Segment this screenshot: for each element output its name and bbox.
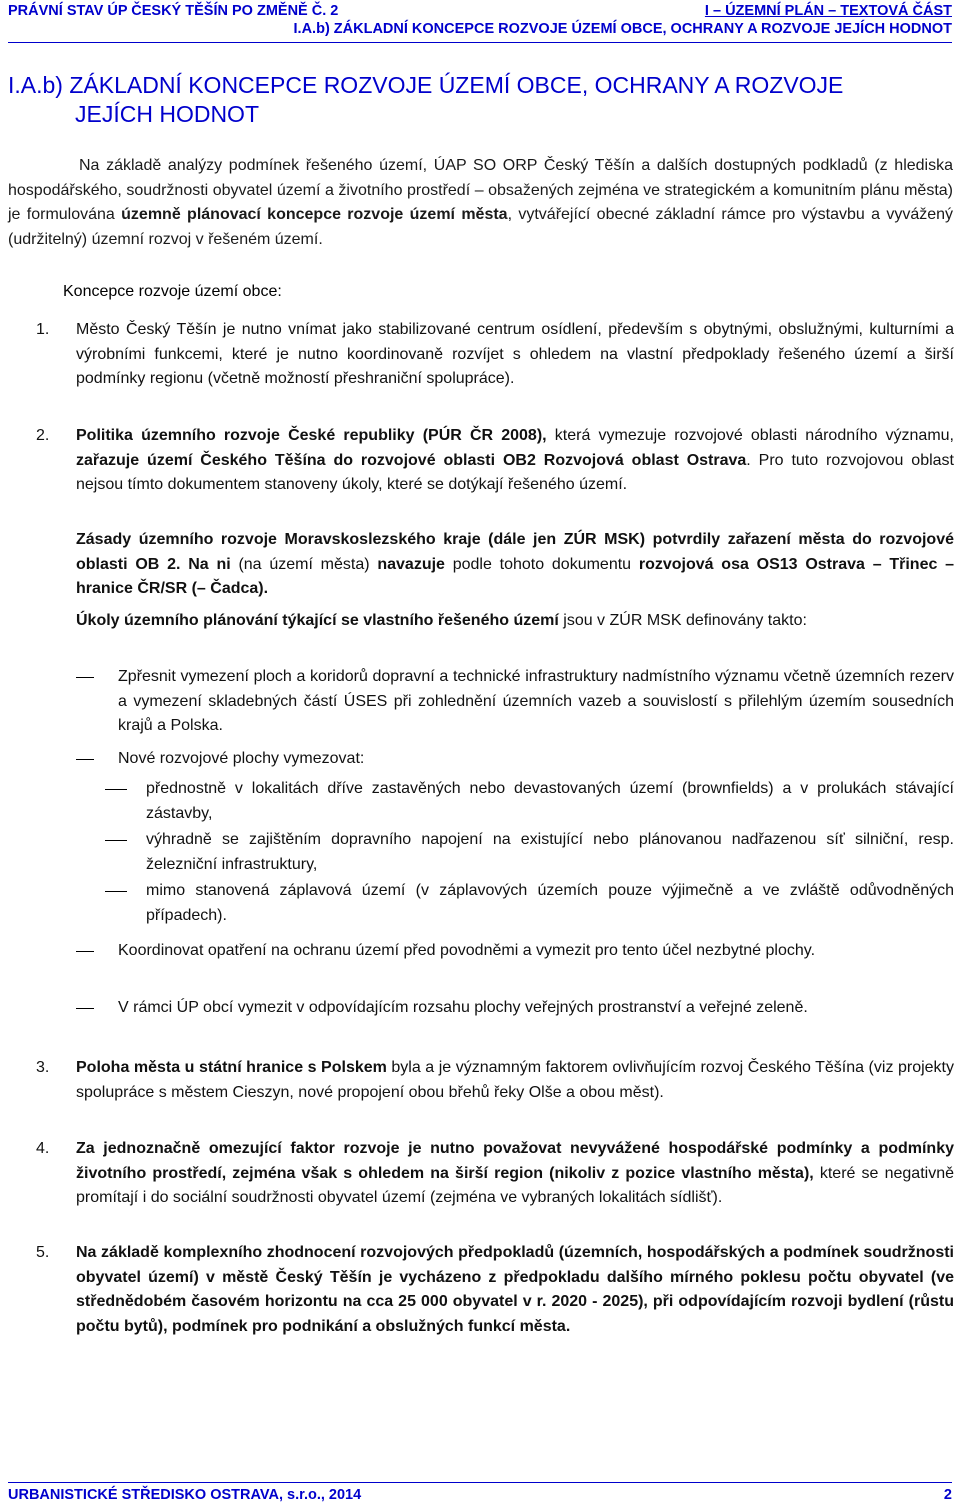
item-text: Na základě komplexního zhodnocení rozvojových předpokladů (územních, hospodářských a podmínek soudržnosti obyvatel území) v městě Český Těšín je vycházeno z předpokladu dalšího mírného poklesu počtu obyvatel (ve střednědobém časovém horizontu na cca 25 000 obyvatel v r. 2020 - 2025), při odpovídajícím rozvoji bydlení (růstu počtu bytů), podmínek pro podnikání a obslužných funkcí města. — [76, 1244, 954, 1335]
dash-bullet — [76, 1008, 94, 1009]
dash-item-text: V rámci ÚP obcí vymezit v odpovídajícím rozsahu plochy veřejných prostranství a veřejné zeleně. — [118, 999, 808, 1016]
dash-bullet — [105, 789, 127, 790]
header-left: PRÁVNÍ STAV ÚP ČESKÝ TĚŠÍN PO ZMĚNĚ Č. 2 — [8, 3, 339, 19]
item-number: 4. — [36, 1140, 50, 1157]
list-item-4 — [36, 1137, 954, 1211]
dash-bullet — [76, 759, 94, 760]
list-item-2 — [36, 424, 954, 498]
section-title-line1: I.A.b) ZÁKLADNÍ KONCEPCE ROZVOJE ÚZEMÍ OBCE, OCHRANY A ROZVOJE — [8, 72, 844, 98]
section-title-line2: JEJÍCH HODNOT — [75, 101, 259, 127]
dash-bullet — [76, 951, 94, 952]
dash-bullet — [105, 891, 127, 892]
dash-item-3 — [76, 939, 954, 964]
item-text: Město Český Těšín je nutno vnímat jako stabilizované centrum osídlení, především s obytnými, obslužnými, kulturními a výrobními funkcemi, které je nutno koordinovaně rozvíjet s ohledem na vlastní předpoklady řešeného území a širší podmínky regionu (včetně možností přeshraniční spolupráce). — [76, 321, 954, 387]
item-number: 1. — [36, 321, 50, 338]
koncepce-label: Koncepce rozvoje území obce: — [63, 283, 282, 300]
dash-bullet — [105, 840, 127, 841]
dash-item-text: Zpřesnit vymezení ploch a koridorů dopravní a technické infrastruktury nadmístního významu včetně územních rezerv a vymezení skladebných částí ÚSES při zohlednění územních vazeb a souvislostí s přilehlým územím sousedních krajů a Polska. — [118, 668, 954, 734]
list-item-3 — [36, 1056, 954, 1105]
header-subtitle: I.A.b) ZÁKLADNÍ KONCEPCE ROZVOJE ÚZEMÍ OBCE, OCHRANY A ROZVOJE JEJÍCH HODNOT — [293, 21, 952, 37]
dash-item-text: Koordinovat opatření na ochranu území před povodněmi a vymezit pro tento účel nezbytné plochy. — [118, 942, 816, 959]
ukoly-paragraph: Úkoly územního plánování týkající se vlastního řešeného území jsou v ZÚR MSK definovány takto: — [76, 612, 807, 629]
sub-dash-item-2 — [105, 828, 954, 877]
header-divider — [8, 42, 952, 43]
sub-dash-item-3 — [105, 879, 954, 928]
item-text: Politika územního rozvoje České republiky (PÚR ČR 2008), která vymezuje rozvojové oblasti národního významu, zařazuje území Českého Těšína do rozvojové oblasti OB2 Rozvojová oblast Ostrava. Pro tuto rozvojovou oblast nejsou tímto dokumentem stanoveny úkoly, které se dotýkají řešeného území. — [76, 427, 954, 493]
footer-divider — [8, 1482, 952, 1483]
intro-text-1: Na základě analýzy podmínek řešeného území, ÚAP SO ORP Český Těšín a dalších dostupných podkladů (z hlediska hospodářského, soudržnosti obyvatel území a životního prostředí – obsažených zejména ve strategickém a komunitním plánu města) je formulována — [8, 157, 953, 223]
page-footer — [8, 1487, 952, 1503]
dash-item-text: Nové rozvojové plochy vymezovat: — [118, 750, 365, 767]
intro-paragraph — [8, 154, 953, 252]
dash-item-2 — [76, 747, 954, 772]
item-number: 2. — [36, 427, 50, 444]
dash-item-1 — [76, 665, 954, 739]
dash-item-4 — [76, 996, 954, 1021]
item-number: 5. — [36, 1244, 50, 1261]
page-header — [8, 2, 952, 38]
dash-item-text: přednostně v lokalitách dříve zastavěných nebo devastovaných území (brownfields) a v prolukách stávající zástavby, — [146, 780, 954, 822]
zur-paragraph: Zásady územního rozvoje Moravskoslezského kraje (dále jen ZÚR MSK) potvrdily zařazení města do rozvojové oblasti OB 2. Na ni (na území města) navazuje podle tohoto dokumentu rozvojová osa OS13 Ostrava – Třinec – hranice ČR/SR (– Čadca). — [76, 531, 955, 597]
item-text: Za jednoznačně omezující faktor rozvoje je nutno považovat nevyvážené hospodářské podmínky a podmínky životního prostředí, zejména však s ohledem na širší region (nikoliv z pozice vlastního města), které se negativně promítají i do sociální soudržnosti obyvatel území (zejména ve vybraných lokalitách sídlišť). — [76, 1140, 954, 1206]
intro-text-2: , vytvářející obecné základní rámce pro výstavbu a vyvážený (udržitelný) územní rozvoj v řešeném území. — [8, 206, 954, 248]
item-number: 3. — [36, 1059, 50, 1076]
intro-bold: územně plánovací koncepce rozvoje území města — [121, 206, 508, 223]
sub-dash-item-1 — [105, 777, 954, 826]
list-item-5 — [36, 1241, 954, 1339]
section-title — [8, 71, 953, 129]
item-text: Poloha města u státní hranice s Polskem byla a je významným faktorem ovlivňujícím rozvoj Českého Těšína (viz projekty spolupráce s městem Cieszyn, nové propojení obou břehů řeky Olše a obou měst). — [76, 1059, 954, 1101]
dash-bullet — [76, 677, 94, 678]
header-right: I – ÚZEMNÍ PLÁN – TEXTOVÁ ČÁST — [704, 3, 952, 19]
list-item-1 — [36, 318, 954, 392]
page-number: 2 — [943, 1487, 952, 1503]
footer-company: URBANISTICKÉ STŘEDISKO OSTRAVA, s.r.o., 2014 — [8, 1487, 362, 1503]
dash-item-text: výhradně se zajištěním dopravního napojení na existující nebo plánovanou nadřazenou síť silniční, resp. železniční infrastruktury, — [146, 831, 954, 873]
dash-item-text: mimo stanovená záplavová území (v záplavových územích pouze výjimečně a ve zvláště odůvodněných případech). — [146, 882, 954, 924]
